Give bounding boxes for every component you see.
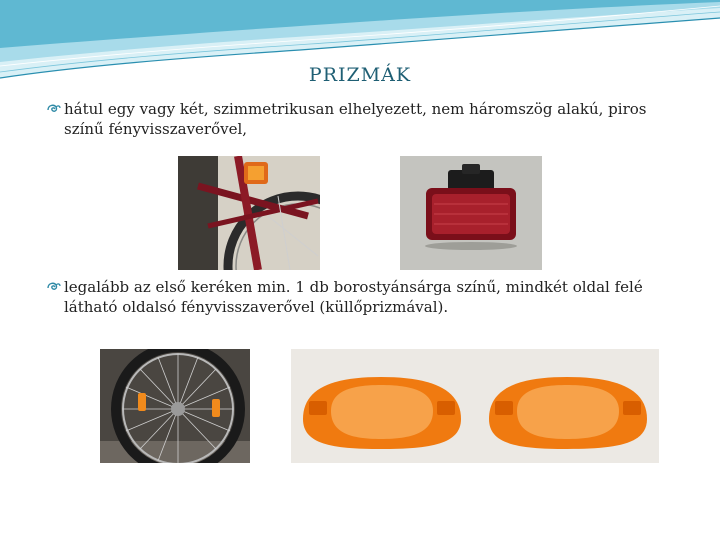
photo-amber-spoke-reflectors xyxy=(291,349,659,463)
photo-wheel-spoke-reflectors xyxy=(100,349,250,463)
bullet-text: hátul egy vagy két, szimmetrikusan elhelyezett, nem háromszög alakú, piros színű fényvisszaverővel, xyxy=(64,100,647,138)
swirl-bullet-icon xyxy=(46,101,62,117)
slide-title: PRIZMÁK xyxy=(308,64,412,86)
photo-bicycle-rear-reflector xyxy=(178,156,320,270)
bullet-item xyxy=(46,277,666,317)
bullet-item xyxy=(46,99,666,139)
swirl-bullet-icon xyxy=(46,279,62,295)
photo-red-rear-reflector xyxy=(400,156,542,270)
bullet-text: legalább az első keréken min. 1 db borostyánsárga színű, mindkét oldal felé látható oldalsó fényvisszaverővel (küllőprizmával). xyxy=(64,278,643,316)
